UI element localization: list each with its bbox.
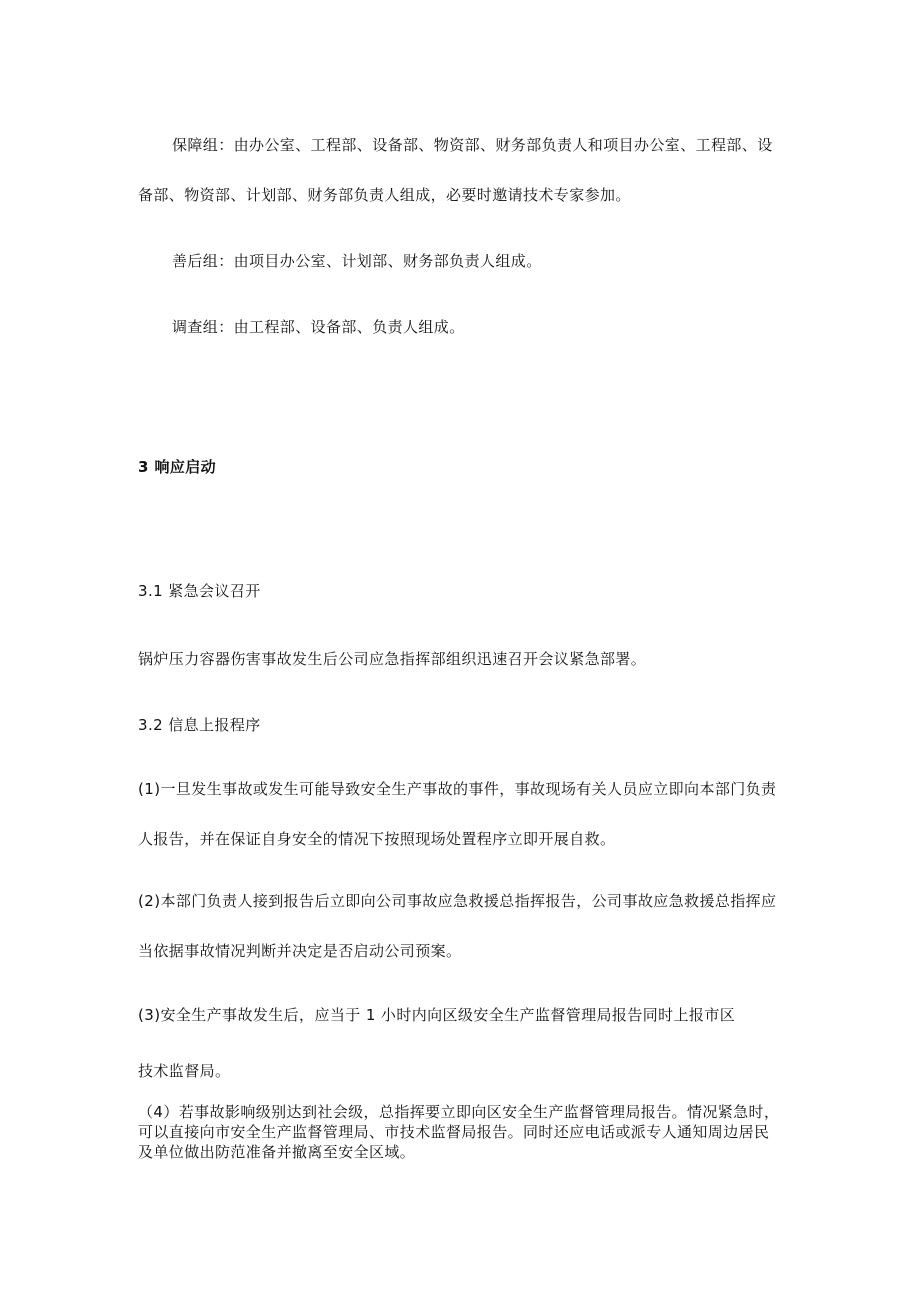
section-3-1-text: 锅炉压力容器伤害事故发生后公司应急指挥部组织迅速召开会议紧急部署。 xyxy=(138,650,647,668)
item-2-line-1: (2)本部门负责人接到报告后立即向公司事故应急救援总指挥报告，公司事故应急救援总指挥应 xyxy=(138,892,777,910)
baozhang-group-line-2: 备部、物资部、计划部、财务部负责人组成，必要时邀请技术专家参加。 xyxy=(138,186,631,204)
diaocha-group: 调查组：由工程部、设备部、负责人组成。 xyxy=(172,318,465,336)
item-4-line-3: 及单位做出防范准备并撤离至安全区域。 xyxy=(138,1143,416,1161)
item-4-line-1: （4）若事故影响级别达到社会级，总指挥要立即向区安全生产监督管理局报告。情况紧急时， xyxy=(138,1103,780,1121)
item-4-line-2: 可以直接向市安全生产监督管理局、市技术监督局报告。同时还应电话或派专人通知周边居民 xyxy=(138,1123,770,1141)
section-3-2-title: 3.2 信息上报程序 xyxy=(138,716,261,734)
item-2-line-2: 当依据事故情况判断并决定是否启动公司预案。 xyxy=(138,942,462,960)
item-1-line-1: (1)一旦发生事故或发生可能导致安全生产事故的事件，事故现场有关人员应立即向本部门负责 xyxy=(138,780,777,798)
item-3-line-2: 技术监督局。 xyxy=(138,1062,231,1080)
section-3-heading: 3 响应启动 xyxy=(138,458,217,476)
item-3-line-1: (3)安全生产事故发生后，应当于 1 小时内向区级安全生产监督管理局报告同时上报市区 xyxy=(138,1006,736,1024)
shanhou-group: 善后组：由项目办公室、计划部、财务部负责人组成。 xyxy=(172,252,542,270)
baozhang-group-line-1: 保障组：由办公室、工程部、设备部、物资部、财务部负责人和项目办公室、工程部、设 xyxy=(172,136,773,154)
item-1-line-2: 人报告，并在保证自身安全的情况下按照现场处置程序立即开展自救。 xyxy=(138,830,616,848)
section-3-1-title: 3.1 紧急会议召开 xyxy=(138,582,261,600)
